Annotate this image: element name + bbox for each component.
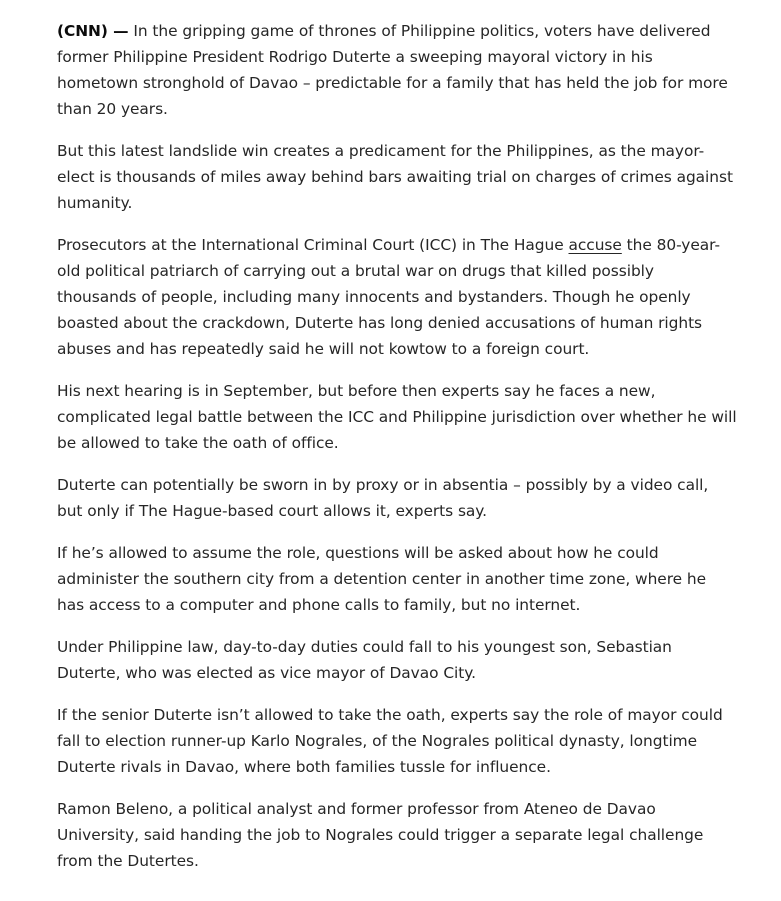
paragraph-3-text-after: the 80-year-old political patriarch of carrying out a brutal war on drugs that killed possibly thousands of people, including many innocents and bystanders. Though he openly boasted about the crackdown, Duterte has long denied accusations of human rights abuses and has repeatedly said he will not kowtow to a foreign court. (57, 236, 720, 358)
paragraph-4: His next hearing is in September, but before then experts say he faces a new, complicated legal battle between the ICC and Philippine jurisdiction over whether he will be allowed to take the oath of office. (57, 382, 737, 452)
article-body (57, 18, 737, 890)
paragraph-2: But this latest landslide win creates a predicament for the Philippines, as the mayor-elect is thousands of miles away behind bars awaiting trial on charges of crimes against humanity. (57, 142, 733, 212)
paragraph-6: If he’s allowed to assume the role, questions will be asked about how he could administer the southern city from a detention center in another time zone, where he has access to a computer and phone calls to family, but no internet. (57, 544, 707, 614)
dateline: (CNN) — (57, 22, 129, 40)
accuse-link[interactable]: accuse (568, 236, 622, 254)
paragraph-1 (57, 18, 737, 122)
paragraph-3 (57, 232, 737, 362)
paragraph-1-text: In the gripping game of thrones of Philippine politics, voters have delivered former Philippine President Rodrigo Duterte a sweeping mayoral victory in his hometown stronghold of Davao – predictable for a family that has held the job for more than 20 years. (57, 22, 728, 118)
paragraph-5: Duterte can potentially be sworn in by proxy or in absentia – possibly by a video call, but only if The Hague-based court allows it, experts say. (57, 476, 709, 520)
paragraph-3-text-before: Prosecutors at the International Criminal Court (ICC) in The Hague (57, 236, 569, 254)
paragraph-8: If the senior Duterte isn’t allowed to take the oath, experts say the role of mayor could fall to election runner-up Karlo Nograles, of the Nograles political dynasty, longtime Duterte rivals in Davao, where both families tussle for influence. (57, 706, 723, 776)
paragraph-7: Under Philippine law, day-to-day duties could fall to his youngest son, Sebastian Duterte, who was elected as vice mayor of Davao City. (57, 638, 672, 682)
paragraph-9: Ramon Beleno, a political analyst and former professor from Ateneo de Davao University, said handing the job to Nograles could trigger a separate legal challenge from the Dutertes. (57, 800, 704, 870)
